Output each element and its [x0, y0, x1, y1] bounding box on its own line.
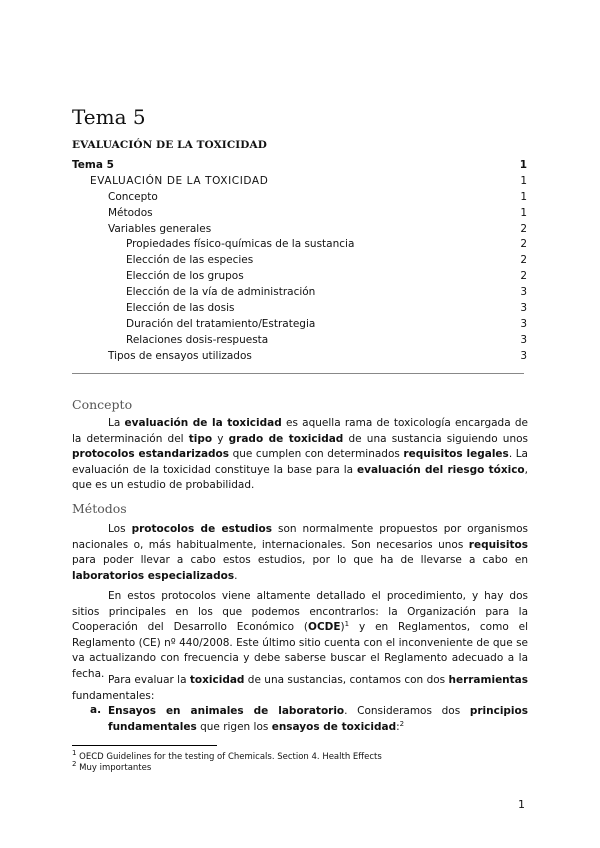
toc-entry-page: 2: [520, 254, 527, 267]
toc-entry-page: 2: [520, 238, 527, 251]
toc-entry-label: Relaciones dosis-respuesta: [126, 333, 269, 346]
toc-entry-label: Propiedades físico-químicas de la sustancia: [126, 238, 355, 251]
toc-entry-page: 1: [520, 190, 527, 203]
toc-entry-label: Elección de la vía de administración: [126, 286, 316, 299]
toc-entry-label: Tema 5: [72, 159, 114, 171]
toc-entry-page: 3: [520, 333, 527, 346]
toc-entry-label: Métodos: [108, 206, 153, 219]
concepto-paragraph: La evaluación de la toxicidad es aquella rama de toxicología encargada de la determinación del tipo y grado de toxicidad de una sustancia siguiendo unos protocolos estandarizados que cumplen con determinados requisitos legales. La evaluación de la toxicidad constituye la base para la evaluación del riesgo tóxico, que es un estudio de probabilidad.: [72, 417, 528, 491]
metodos-paragraph-1: Los protocolos de estudios son normalmente propuestos por organismos nacionales o, más habitualmente, internacionales. Son necesarios unos requisitos para poder llevar a cabo estos estudios, por lo que ha de llevarse a cabo en laboratorios especializados.: [72, 523, 528, 582]
toc-entry-label: Variables generales: [108, 222, 212, 235]
toc-entry-page: 1: [519, 159, 527, 171]
toc-entry[interactable]: [72, 237, 529, 253]
toc-entry[interactable]: [72, 253, 529, 269]
metodos-heading: Métodos: [72, 501, 127, 516]
toc-entry[interactable]: [72, 158, 529, 174]
section-heading: EVALUACIÓN DE LA TOXICIDAD: [72, 139, 267, 151]
toc-entry[interactable]: [72, 222, 529, 238]
list-item-text: Ensayos en animales de laboratorio. Consideramos dos principios fundamentales que rigen los ensayos de toxicidad:$^2$: [108, 705, 528, 733]
footnote-2: $^2$ Muy importantes: [72, 760, 152, 773]
toc-entry-label: Elección de las especies: [126, 254, 254, 267]
toc-entry[interactable]: [72, 349, 529, 365]
toc-entry-page: 3: [520, 349, 527, 362]
toc-entry-label: Elección de los grupos: [126, 270, 244, 283]
footnote-ref-1[interactable]: 1: [344, 620, 350, 628]
table-of-contents: [72, 158, 529, 365]
toc-entry-label: EVALUACIÓN DE LA TOXICIDAD: [90, 174, 269, 187]
footnotes: [72, 749, 528, 774]
toc-entry-page: 3: [520, 317, 527, 330]
toc-entry-page: 2: [520, 270, 527, 283]
concepto-heading: Concepto: [72, 397, 133, 412]
toc-entry-label: Elección de las dosis: [126, 302, 235, 315]
toc-entry[interactable]: [72, 190, 529, 206]
toc-entry-label: Concepto: [108, 190, 158, 203]
footnote-separator: [72, 745, 217, 746]
toc-entry[interactable]: [72, 174, 529, 190]
metodos-paragraph-2: En estos protocolos viene altamente detallado el procedimiento, y hay dos sitios principales en los que podemos encontrarlos: la Organización para la Cooperación del Desarrollo Económico (OCDE)$^1$ y en Reglamentos, como el Reglamento (CE) nº 440/2008. Este último sitio cuenta con el inconveniente de que se va actualizando con frecuencia y debe saberse buscar el Reglamento adecuado a la fecha.: [72, 590, 528, 680]
list-marker: a.: [90, 704, 102, 716]
toc-entry-label: Tipos de ensayos utilizados: [108, 349, 252, 362]
toc-entry[interactable]: [72, 301, 529, 317]
page-number: 1: [518, 798, 525, 811]
toc-entry-label: Duración del tratamiento/Estrategia: [126, 317, 316, 330]
toc-entry[interactable]: [72, 269, 529, 285]
toc-entry[interactable]: [72, 206, 529, 222]
chapter-title: Tema 5: [72, 105, 146, 130]
toc-entry-page: 2: [520, 222, 527, 235]
toc-entry-page: 1: [520, 206, 527, 219]
toc-entry[interactable]: [72, 333, 529, 349]
toc-entry[interactable]: [72, 317, 529, 333]
toc-entry-page: 3: [520, 286, 527, 299]
toc-entry[interactable]: [72, 285, 529, 301]
toc-entry-page: 3: [520, 302, 527, 315]
footnote-1: $^1$ OECD Guidelines for the testing of Chemicals. Section 4. Health Effects: [72, 749, 382, 762]
metodos-paragraph-3: Para evaluar la toxicidad de una sustancias, contamos con dos herramientas fundamentales:: [72, 674, 529, 702]
divider: [72, 373, 524, 374]
list-item: [90, 704, 528, 735]
footnote-ref-2[interactable]: 2: [399, 719, 405, 728]
toc-entry-page: 1: [520, 174, 527, 187]
